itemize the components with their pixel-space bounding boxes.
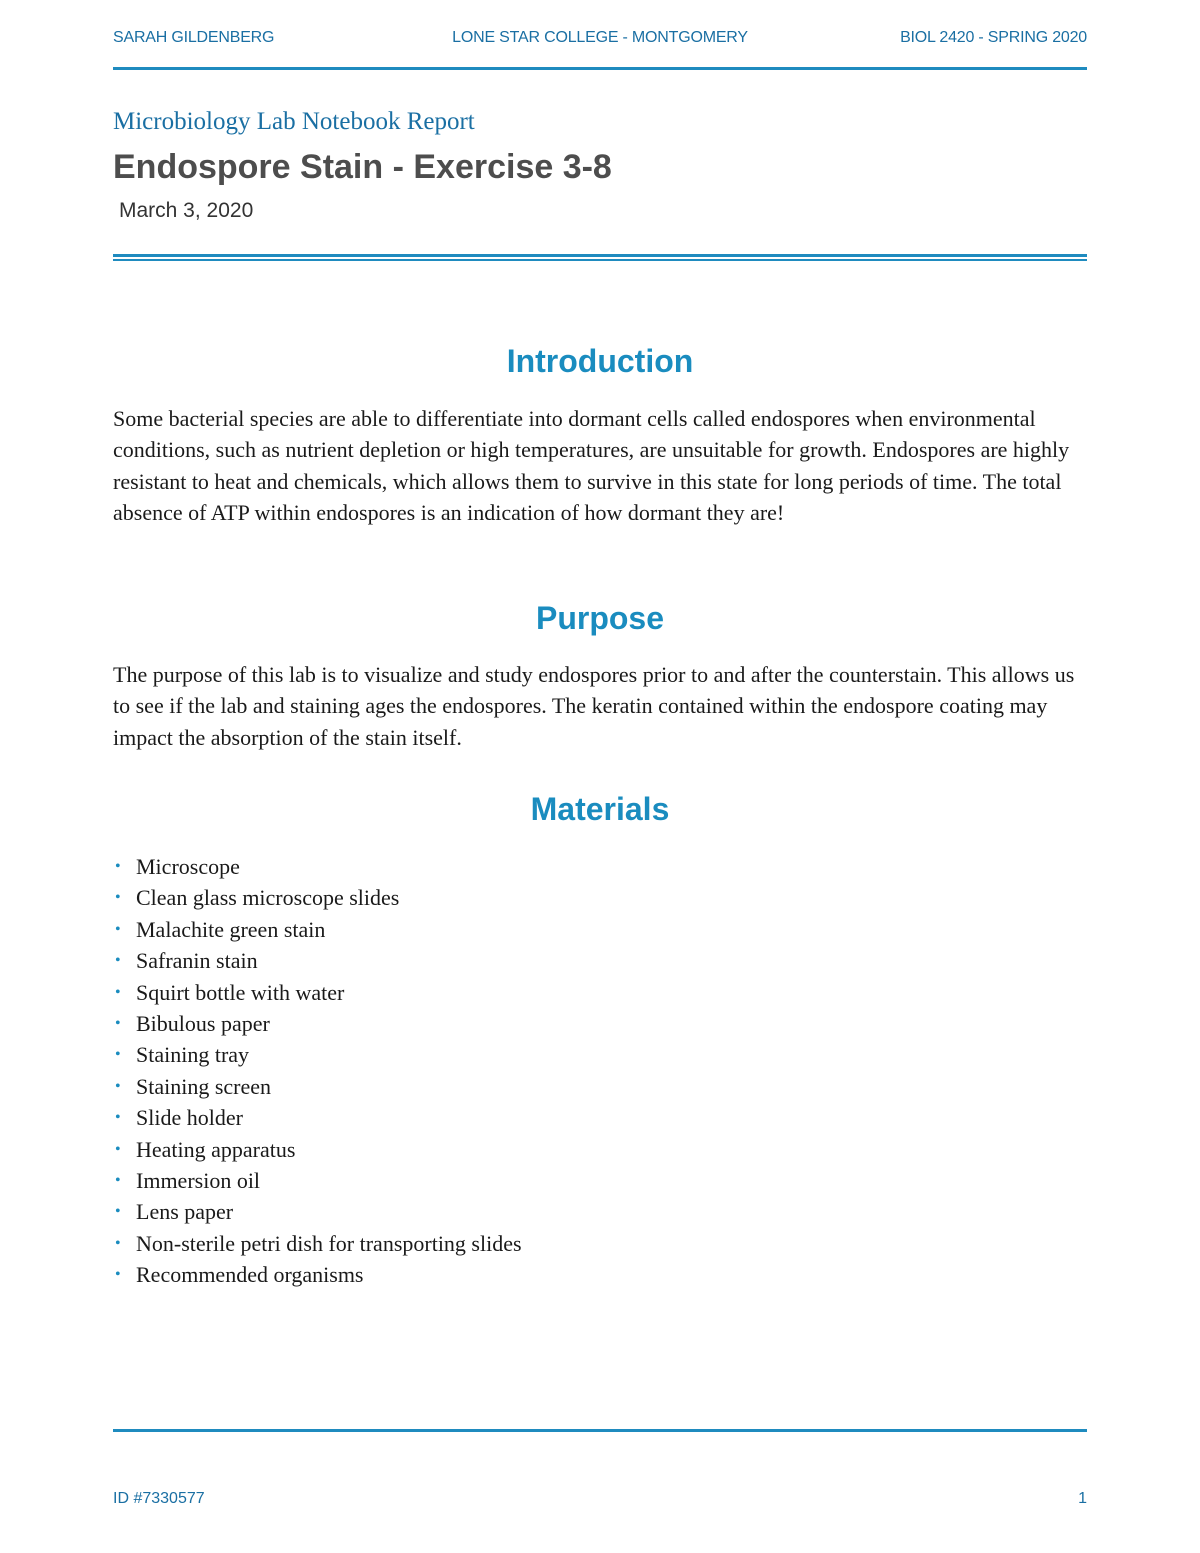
report-kicker: Microbiology Lab Notebook Report (113, 108, 475, 135)
materials-item (113, 1102, 1013, 1133)
running-header (113, 29, 1087, 51)
materials-item-label: Clean glass microscope slides (136, 885, 400, 911)
materials-item (113, 1039, 1013, 1070)
bullet-icon: • (115, 1077, 121, 1095)
bullet-icon: • (115, 952, 121, 970)
materials-item-label: Malachite green stain (136, 916, 326, 942)
bullet-icon: • (115, 1109, 121, 1127)
materials-item (113, 914, 1013, 945)
materials-heading: Materials (530, 791, 670, 827)
materials-item-label: Non-sterile petri dish for transporting slides (136, 1230, 522, 1256)
materials-item (113, 851, 1013, 882)
materials-item (113, 1165, 1013, 1196)
materials-item-label: Safranin stain (136, 948, 258, 974)
materials-item (113, 1008, 1013, 1039)
bullet-icon: • (115, 858, 121, 875)
header-course: BIOL 2420 - SPRING 2020 (900, 29, 1087, 46)
bullet-icon: • (115, 1171, 121, 1189)
materials-item (113, 945, 1013, 976)
footer-id: ID #7330577 (113, 1490, 205, 1507)
bullet-icon: • (115, 1234, 121, 1252)
purpose-paragraph: The purpose of this lab is to visualize and study endospores prior to and after the counterstain. This allows us to see if the lab and staining ages the endospores. The keratin contained within the endospore coating may impact the absorption of the stain itself. (113, 662, 1075, 750)
materials-item (113, 977, 1013, 1008)
materials-item-label: Squirt bottle with water (136, 979, 345, 1005)
document-date: March 3, 2020 (119, 199, 254, 222)
materials-item-label: Staining screen (136, 1073, 272, 1099)
bullet-icon: • (115, 889, 121, 907)
materials-item-label: Recommended organisms (136, 1262, 364, 1288)
materials-item (113, 1071, 1013, 1102)
bullet-icon: • (115, 1014, 121, 1032)
header-rule (113, 67, 1087, 70)
bullet-icon: • (115, 1203, 121, 1221)
materials-item (113, 1228, 1013, 1259)
materials-item (113, 1134, 1013, 1165)
bullet-icon: • (115, 920, 121, 938)
materials-item (113, 882, 1013, 913)
materials-item-label: Microscope (136, 854, 240, 879)
bullet-icon: • (115, 1266, 121, 1284)
bullet-icon: • (115, 1046, 121, 1064)
materials-item-label: Staining tray (136, 1042, 250, 1068)
header-institution: LONE STAR COLLEGE - MONTGOMERY (452, 29, 748, 46)
introduction-paragraph: Some bacterial species are able to differentiate into dormant cells called endospores when environmental conditions, such as nutrient depletion or high temperatures, are unsuitable for growth. Endospores are highly resistant to heat and chemicals, which allows them to survive in this state for long periods of time. The total absence of ATP within endospores is an indication of how dormant they are! (113, 406, 1070, 525)
header-author: SARAH GILDENBERG (113, 29, 275, 46)
introduction-heading: Introduction (506, 343, 694, 379)
title-rule-upper (113, 254, 1087, 257)
bullet-icon: • (115, 1140, 121, 1158)
materials-item (113, 1196, 1013, 1227)
materials-item-label: Immersion oil (136, 1167, 261, 1193)
page-number: 1 (1078, 1490, 1087, 1507)
title-rule-lower (113, 259, 1087, 261)
materials-item-label: Lens paper (136, 1199, 234, 1225)
materials-item-label: Heating apparatus (136, 1136, 296, 1162)
materials-item-label: Slide holder (136, 1105, 243, 1131)
purpose-heading: Purpose (535, 600, 665, 636)
footer-rule (113, 1429, 1087, 1432)
document-title: Endospore Stain - Exercise 3-8 (113, 148, 612, 186)
materials-list (113, 851, 1013, 1290)
materials-item-label: Bibulous paper (136, 1010, 270, 1036)
bullet-icon: • (115, 983, 121, 1001)
materials-item (113, 1259, 1013, 1290)
